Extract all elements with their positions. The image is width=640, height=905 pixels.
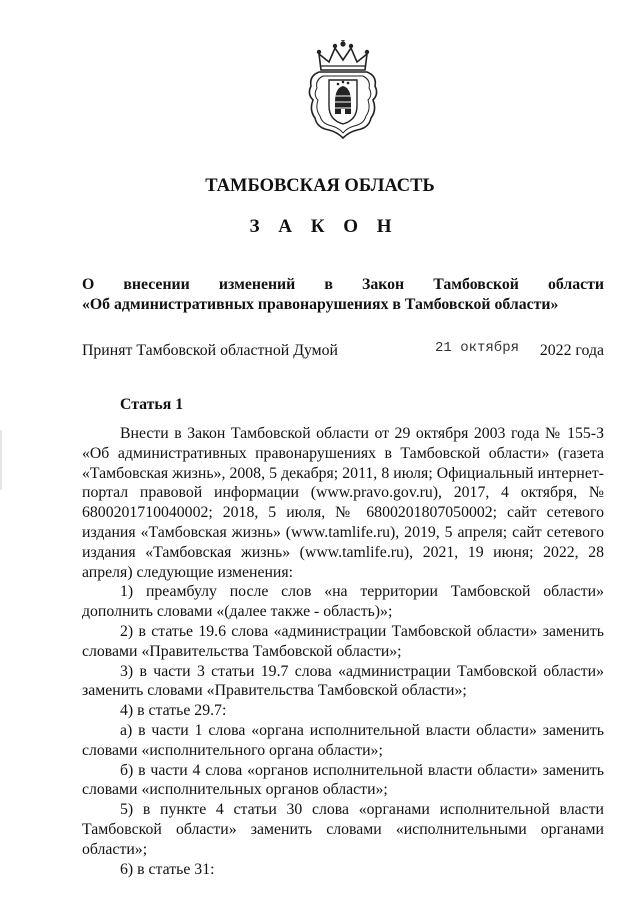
amendment-item: 6) в статье 31: <box>120 860 215 878</box>
amendment-item: б) в части 4 слова «органов исполнительной власти области» заменить словами «исполнительных органов области»; <box>82 761 604 799</box>
law-subject-line-2: «Об административных правонарушениях в Тамбовской области» <box>82 296 559 313</box>
amendment-item: 4) в статье 29.7: <box>120 702 227 720</box>
law-subject <box>82 275 604 315</box>
adoption-label: Принят Тамбовской областной Думой <box>82 342 339 359</box>
coat-of-arms-icon <box>305 40 381 140</box>
adoption-date-stamp: 21 октября <box>435 340 520 356</box>
amendment-item: 1) преамбулу после слов «на территории Тамбовской области» дополнить словами «(далее также - область)»; <box>82 583 604 621</box>
adoption-line <box>82 342 604 362</box>
amendment-item: а) в части 1 слова «органа исполнительной власти области» заменить словами «исполнительного органа области»; <box>82 721 604 759</box>
article-body <box>82 424 604 879</box>
document-type-title: З А К О Н <box>249 216 399 237</box>
amendment-item: 3) в части 3 статьи 19.7 слова «администрации Тамбовской области» заменить словами «Правительства Тамбовской области»; <box>82 662 604 700</box>
amendment-item: 2) в статье 19.6 слова «администрации Тамбовской области» заменить словами «Правительства Тамбовской области»; <box>82 622 604 660</box>
region-title: ТАМБОВСКАЯ ОБЛАСТЬ <box>205 176 435 196</box>
law-subject-line-1: О внесении изменений в Закон Тамбовской области <box>82 276 604 293</box>
article-intro-paragraph: Внести в Закон Тамбовской области от 29 октября 2003 года № 155-З «Об административных правонарушениях в Тамбовской области» (газета «Тамбовская жизнь», 2008, 5 декабря; 2011, 8 июля; Официальный интернет-портал правовой информации (www.pravo.gov.ru), 2017, 4 октября, № 6800201710040002; 2018, 5 июля, № 6800201807050002; сайт сетевого издания «Тамбовская жизнь» (www.tamlife.ru), 2019, 5 апреля; сайт сетевого издания «Тамбовская жизнь» (www.tamlife.ru), 2021, 19 июня; 2022, 28 апреля) следующие изменения: <box>82 425 604 581</box>
adoption-year: 2022 года <box>539 342 604 359</box>
article-heading: Статья 1 <box>120 396 184 413</box>
scan-edge-mark <box>0 430 2 490</box>
amendment-item: 5) в пункте 4 статьи 30 слова «органами исполнительной власти Тамбовской области» заменить словами «исполнительными органами области»; <box>82 801 604 858</box>
